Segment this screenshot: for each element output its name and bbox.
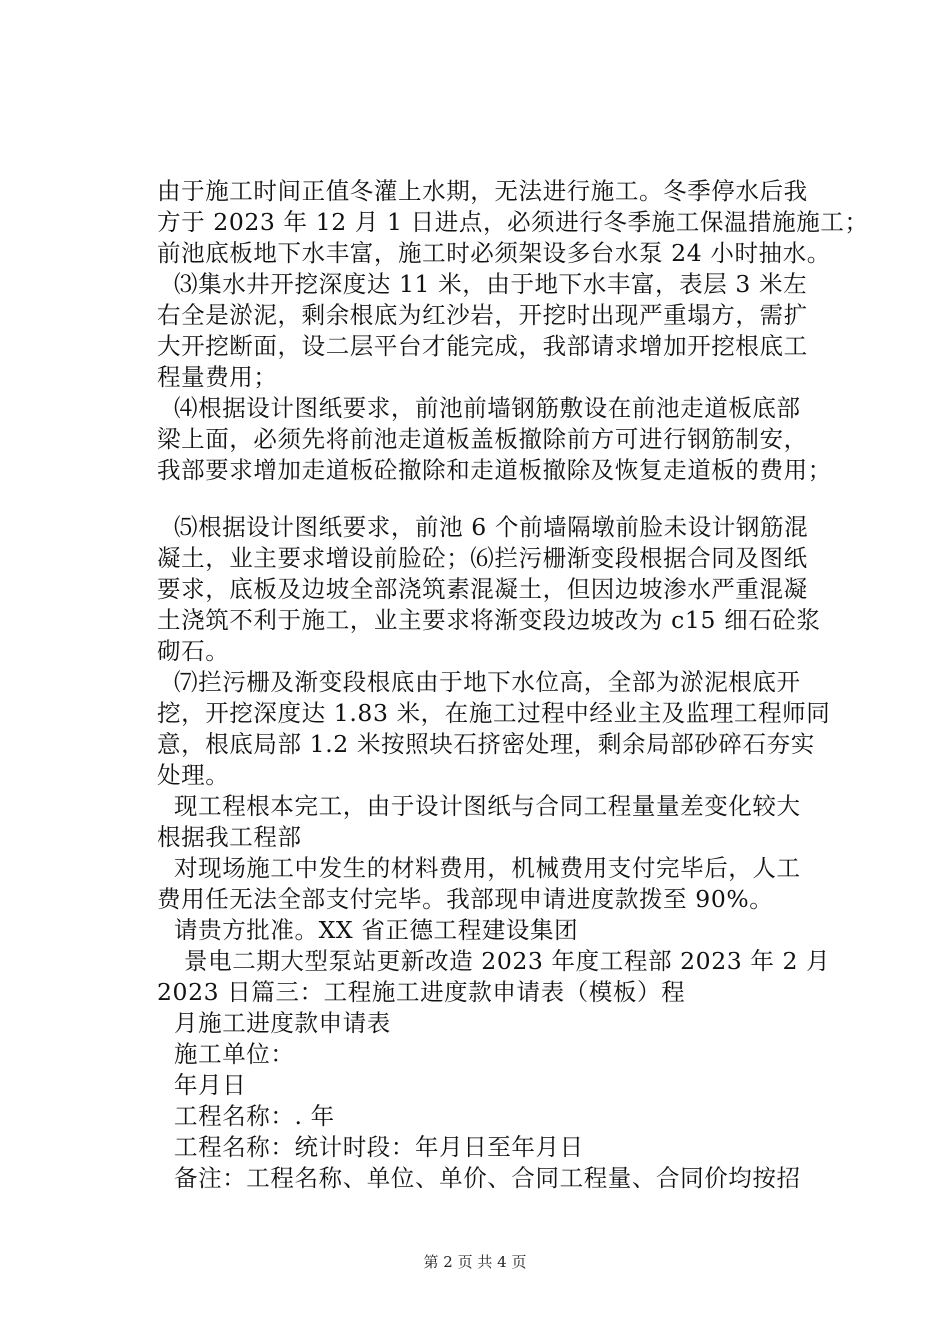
body-line: 请贵方批准。XX 省正德工程建设集团 bbox=[174, 916, 579, 944]
body-line: 由于施工时间正值冬灌上水期，无法进行施工。冬季停水后我 bbox=[157, 177, 808, 205]
body-line: 费用任无法全部支付完毕。我部现申请进度款拨至 90%。 bbox=[157, 885, 774, 913]
body-line: ⑷根据设计图纸要求，前池前墙钢筋敷设在前池走道板底部 bbox=[174, 394, 801, 422]
body-line: 梁上面，必须先将前池走道板盖板撤除前方可进行钢筋制安， bbox=[157, 425, 808, 453]
body-line: 对现场施工中发生的材料费用，机械费用支付完毕后，人工 bbox=[174, 854, 801, 882]
body-line: 凝土，业主要求增设前脸砼；⑹拦污栅渐变段根据合同及图纸 bbox=[157, 544, 808, 572]
body-line: 方于 2023 年 12 月 1 日进点，必须进行冬季施工保温措施施工； bbox=[157, 208, 869, 236]
body-line: 工程名称：统计时段：年月日至年月日 bbox=[174, 1133, 584, 1161]
body-line: 备注：工程名称、单位、单价、合同工程量、合同价均按招 bbox=[174, 1164, 801, 1192]
body-line: 右全是淤泥，剩余根底为红沙岩，开挖时出现严重塌方，需扩 bbox=[157, 301, 808, 329]
body-line: 要求，底板及边坡全部浇筑素混凝土，但因边坡渗水严重混凝 bbox=[157, 575, 808, 603]
body-line: 月施工进度款申请表 bbox=[174, 1009, 391, 1037]
body-line: 景电二期大型泵站更新改造 2023 年度工程部 2023 年 2 月 bbox=[184, 947, 831, 975]
body-line: 处理。 bbox=[157, 761, 230, 789]
page-number-footer: 第 2 页 共 4 页 bbox=[423, 1253, 527, 1271]
body-line: ⑶集水井开挖深度达 11 米，由于地下水丰富，表层 3 米左 bbox=[174, 270, 808, 298]
body-line: 土浇筑不利于施工，业主要求将渐变段边坡改为 c15 细石砼浆 bbox=[157, 606, 821, 634]
body-line: 现工程根本完工，由于设计图纸与合同工程量量差变化较大 bbox=[174, 792, 801, 820]
body-line: 大开挖断面，设二层平台才能完成，我部请求增加开挖根底工 bbox=[157, 332, 808, 360]
body-line: 2023 日篇三：工程施工进度款申请表（模板）程 bbox=[157, 978, 686, 1006]
body-line: ⑺拦污栅及渐变段根底由于地下水位高，全部为淤泥根底开 bbox=[174, 668, 801, 696]
body-line: 施工单位： bbox=[174, 1040, 295, 1068]
body-line: 程量费用； bbox=[157, 363, 278, 391]
body-line: 前池底板地下水丰富，施工时必须架设多台水泵 24 小时抽水。 bbox=[157, 239, 831, 267]
body-line: 根据我工程部 bbox=[157, 823, 302, 851]
body-line: ⑸根据设计图纸要求，前池 6 个前墙隔墩前脸未设计钢筋混 bbox=[174, 513, 809, 541]
body-line: 年月日 bbox=[174, 1071, 247, 1099]
body-line: 挖，开挖深度达 1.83 米，在施工过程中经业主及监理工程师同 bbox=[157, 699, 831, 727]
body-line: 意，根底局部 1.2 米按照块石挤密处理，剩余局部砂碎石夯实 bbox=[157, 730, 815, 758]
body-line: 工程名称：. 年 bbox=[174, 1102, 335, 1130]
body-line: 砌石。 bbox=[157, 637, 230, 665]
body-line: 我部要求增加走道板砼撤除和走道板撤除及恢复走道板的费用； bbox=[157, 456, 832, 484]
